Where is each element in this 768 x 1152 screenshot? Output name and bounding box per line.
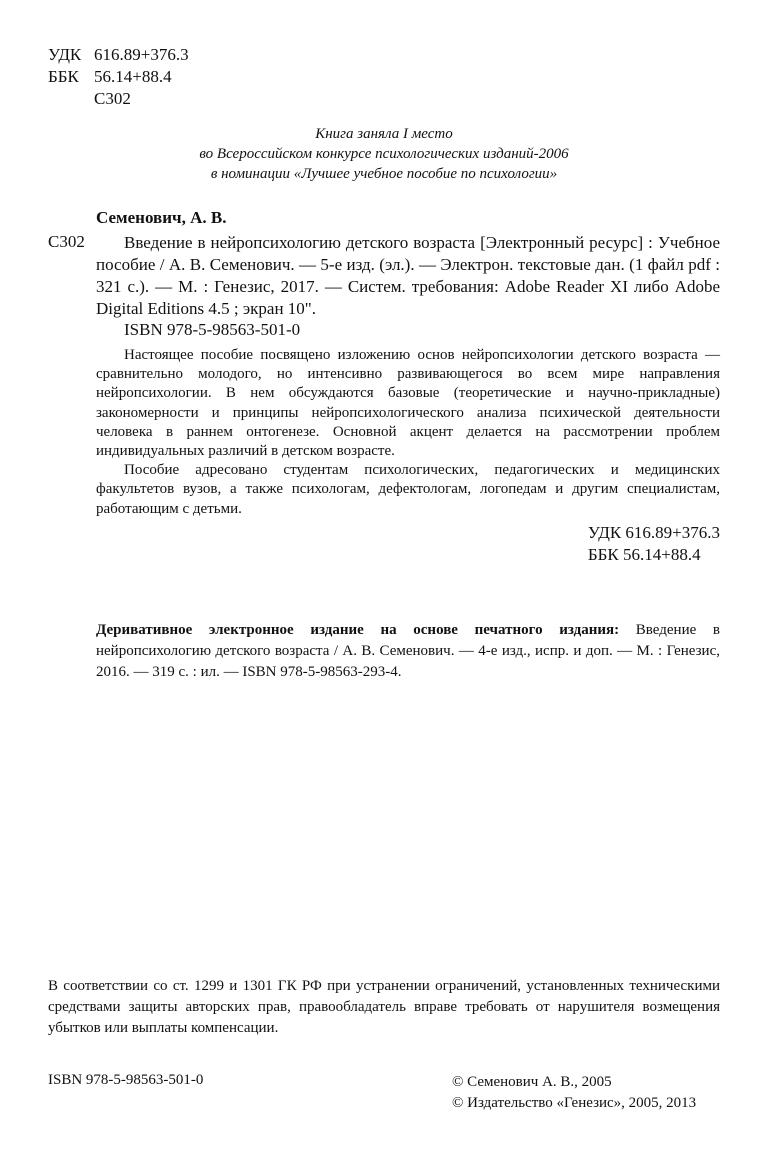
udk-value: 616.89+376.3 [94, 45, 189, 64]
udk-row [48, 44, 189, 66]
bbk-label: ББК [48, 67, 79, 86]
derivative-edition-note [96, 620, 720, 683]
book-author: Семенович, А. В. [96, 208, 227, 227]
copyright-publisher: © Издательство «Генезис», 2005, 2013 [452, 1095, 697, 1111]
rights-notice: В соответствии со ст. 1299 и 1301 ГК РФ при устранении ограничений, установленных техническими средствами защиты авторских прав, правообладатель вправе требовать от нарушителя возмещения убытков или выплаты компенсации. [48, 978, 720, 1036]
annotation-paragraph-1: Настоящее пособие посвящено изложению основ нейропсихологии детского возраста — сравнительно молодого, но интенсивно развивающегося во всем мире направления нейропсихологии. В нем обсуждаются базовые (теоретические и научно-прикладные) закономерности и принципы нейропсихологического анализа психической деятельности человека в раннем онтогенезе. Основной акцент делается на рассмотрении проблем индивидуальных различий в детском возрасте. [96, 347, 720, 460]
derivative-text: Введение в нейропсихологию детского возраста / А. В. Семенович. — 4-е изд., испр. и доп. — М. : Генезис, 2016. — 319 с. : ил. — ISBN 978-5-98563-293-4. [96, 622, 721, 680]
author-mark: С302 [94, 89, 131, 108]
book-code: С302 [48, 232, 85, 251]
award-line-2: во Всероссийском конкурсе психологических изданий-2006 [199, 146, 569, 162]
classification-bottom [588, 522, 720, 566]
annotation-paragraph-2: Пособие адресовано студентам психологических, педагогических и медицинских факультетов вузов, а также психологам, дефектологам, логопедам и другим специалистам, работающим с детьми. [96, 462, 720, 517]
footer-isbn: ISBN 978-5-98563-501-0 [48, 1072, 204, 1088]
bbk-row [48, 66, 189, 88]
bbk-value: 56.14+88.4 [94, 67, 172, 86]
bibliographic-description [96, 232, 720, 320]
udk-label: УДК [48, 45, 82, 64]
award-line-1: Книга заняла I место [315, 126, 453, 142]
classification-block [48, 44, 189, 110]
bbk-bottom: ББК 56.14+88.4 [587, 545, 701, 564]
udk-bottom: УДК 616.89+376.3 [587, 523, 720, 542]
award-line-3: в номинации «Лучшее учебное пособие по психологии» [210, 166, 558, 182]
annotation [96, 346, 720, 519]
bibliographic-text: Введение в нейропсихологию детского возраста [Электронный ресурс] : Учебное пособие / А. В. Семенович. — 5-е изд. (эл.). — Электрон. текстовые дан. (1 файл pdf : 321 с.). — М. : Генезис, 2017. — Систем. требования: Adobe Reader XI либо Adobe Digital Editions 4.5 ; экран 10". [96, 233, 720, 318]
copyright-block [452, 1072, 696, 1114]
author-mark-row [48, 88, 189, 110]
award-note [0, 124, 768, 184]
derivative-label: Деривативное электронное издание на основе печатного издания: [96, 622, 620, 638]
book-isbn: ISBN 978-5-98563-501-0 [124, 320, 301, 339]
copyright-author: © Семенович А. В., 2005 [452, 1074, 612, 1090]
